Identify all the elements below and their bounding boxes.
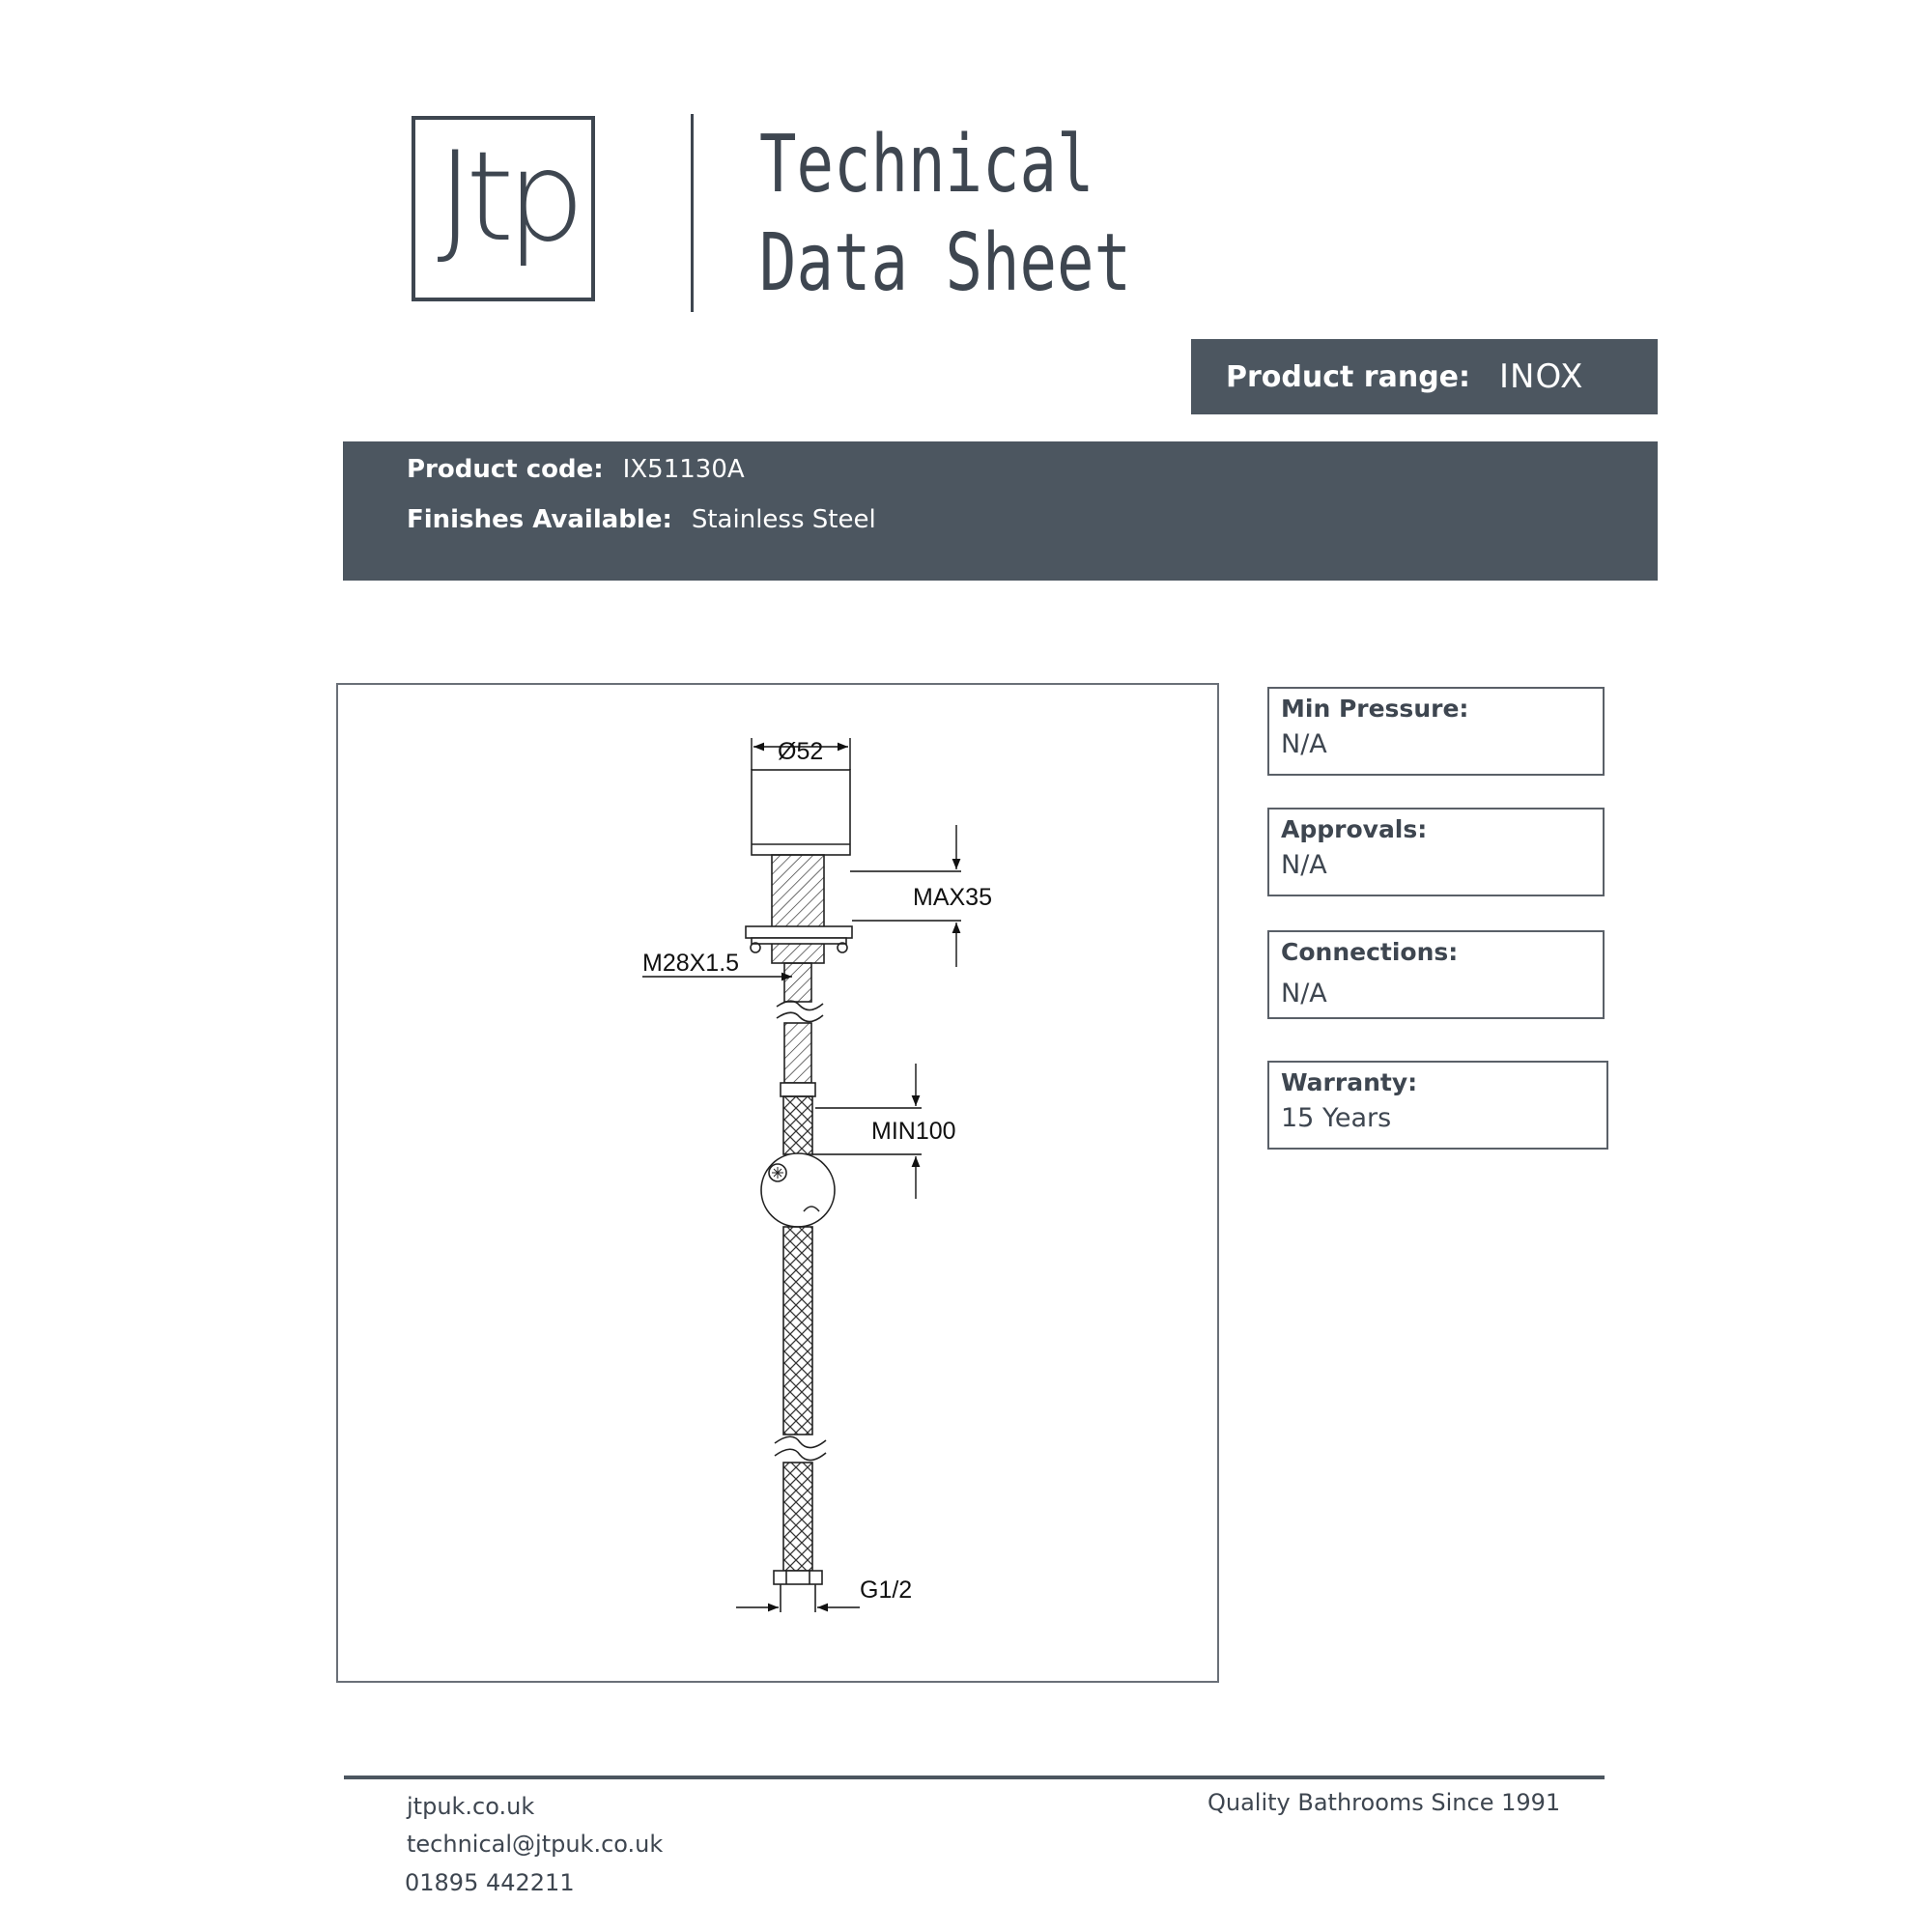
dim-connection: G1/2 [860, 1577, 913, 1604]
finishes-label: Finishes Available: [407, 505, 672, 534]
dim-max: MAX35 [913, 884, 992, 911]
footer-phone: 01895 442211 [405, 1869, 575, 1896]
logo-text: Jtp [437, 126, 578, 270]
finishes-value: Stainless Steel [691, 505, 876, 534]
dim-thread: M28X1.5 [642, 950, 740, 977]
technical-drawing [336, 683, 1219, 1683]
spec-label: Min Pressure: [1281, 695, 1469, 723]
spec-value: N/A [1281, 729, 1327, 759]
braided-hose [783, 1227, 812, 1435]
product-range-value: INOX [1499, 357, 1584, 396]
document-title-line2: Data Sheet [759, 217, 1132, 309]
spec-value: 15 Years [1281, 1103, 1392, 1133]
logo [412, 116, 595, 301]
footer-website[interactable]: jtpuk.co.uk [407, 1793, 535, 1820]
dispenser-head [752, 770, 850, 855]
drawing-svg [338, 685, 1221, 1685]
spec-value: N/A [1281, 979, 1327, 1009]
product-range-label: Product range: [1226, 359, 1471, 394]
footer-tagline: Quality Bathrooms Since 1991 [1208, 1789, 1561, 1816]
spec-min-pressure [1267, 687, 1605, 776]
spec-value: N/A [1281, 850, 1327, 880]
threaded-shank [772, 855, 824, 963]
product-range-bar [1191, 339, 1658, 414]
check-valve-bulb [761, 1153, 835, 1227]
finishes-row [407, 505, 876, 534]
spec-label: Approvals: [1281, 815, 1428, 843]
spec-label: Connections: [1281, 938, 1459, 966]
product-code-label: Product code: [407, 455, 604, 484]
tube-nut [781, 1083, 815, 1096]
header-divider [691, 114, 694, 312]
product-info-bar [343, 441, 1658, 581]
spec-approvals [1267, 808, 1605, 896]
spec-warranty [1267, 1061, 1608, 1150]
spec-connections [1267, 930, 1605, 1019]
spec-label: Warranty: [1281, 1068, 1418, 1096]
product-code-row [407, 455, 745, 484]
document-title-line1: Technical [759, 119, 1094, 211]
dim-min: MIN100 [871, 1118, 956, 1145]
bottom-connector [774, 1571, 822, 1584]
document-title [759, 116, 1131, 313]
dim-diameter: Ø52 [778, 738, 824, 765]
product-code-value: IX51130A [622, 455, 745, 484]
footer-email[interactable]: technical@jtpuk.co.uk [407, 1831, 664, 1858]
footer-rule [344, 1776, 1605, 1779]
mounting-washer [746, 926, 852, 938]
